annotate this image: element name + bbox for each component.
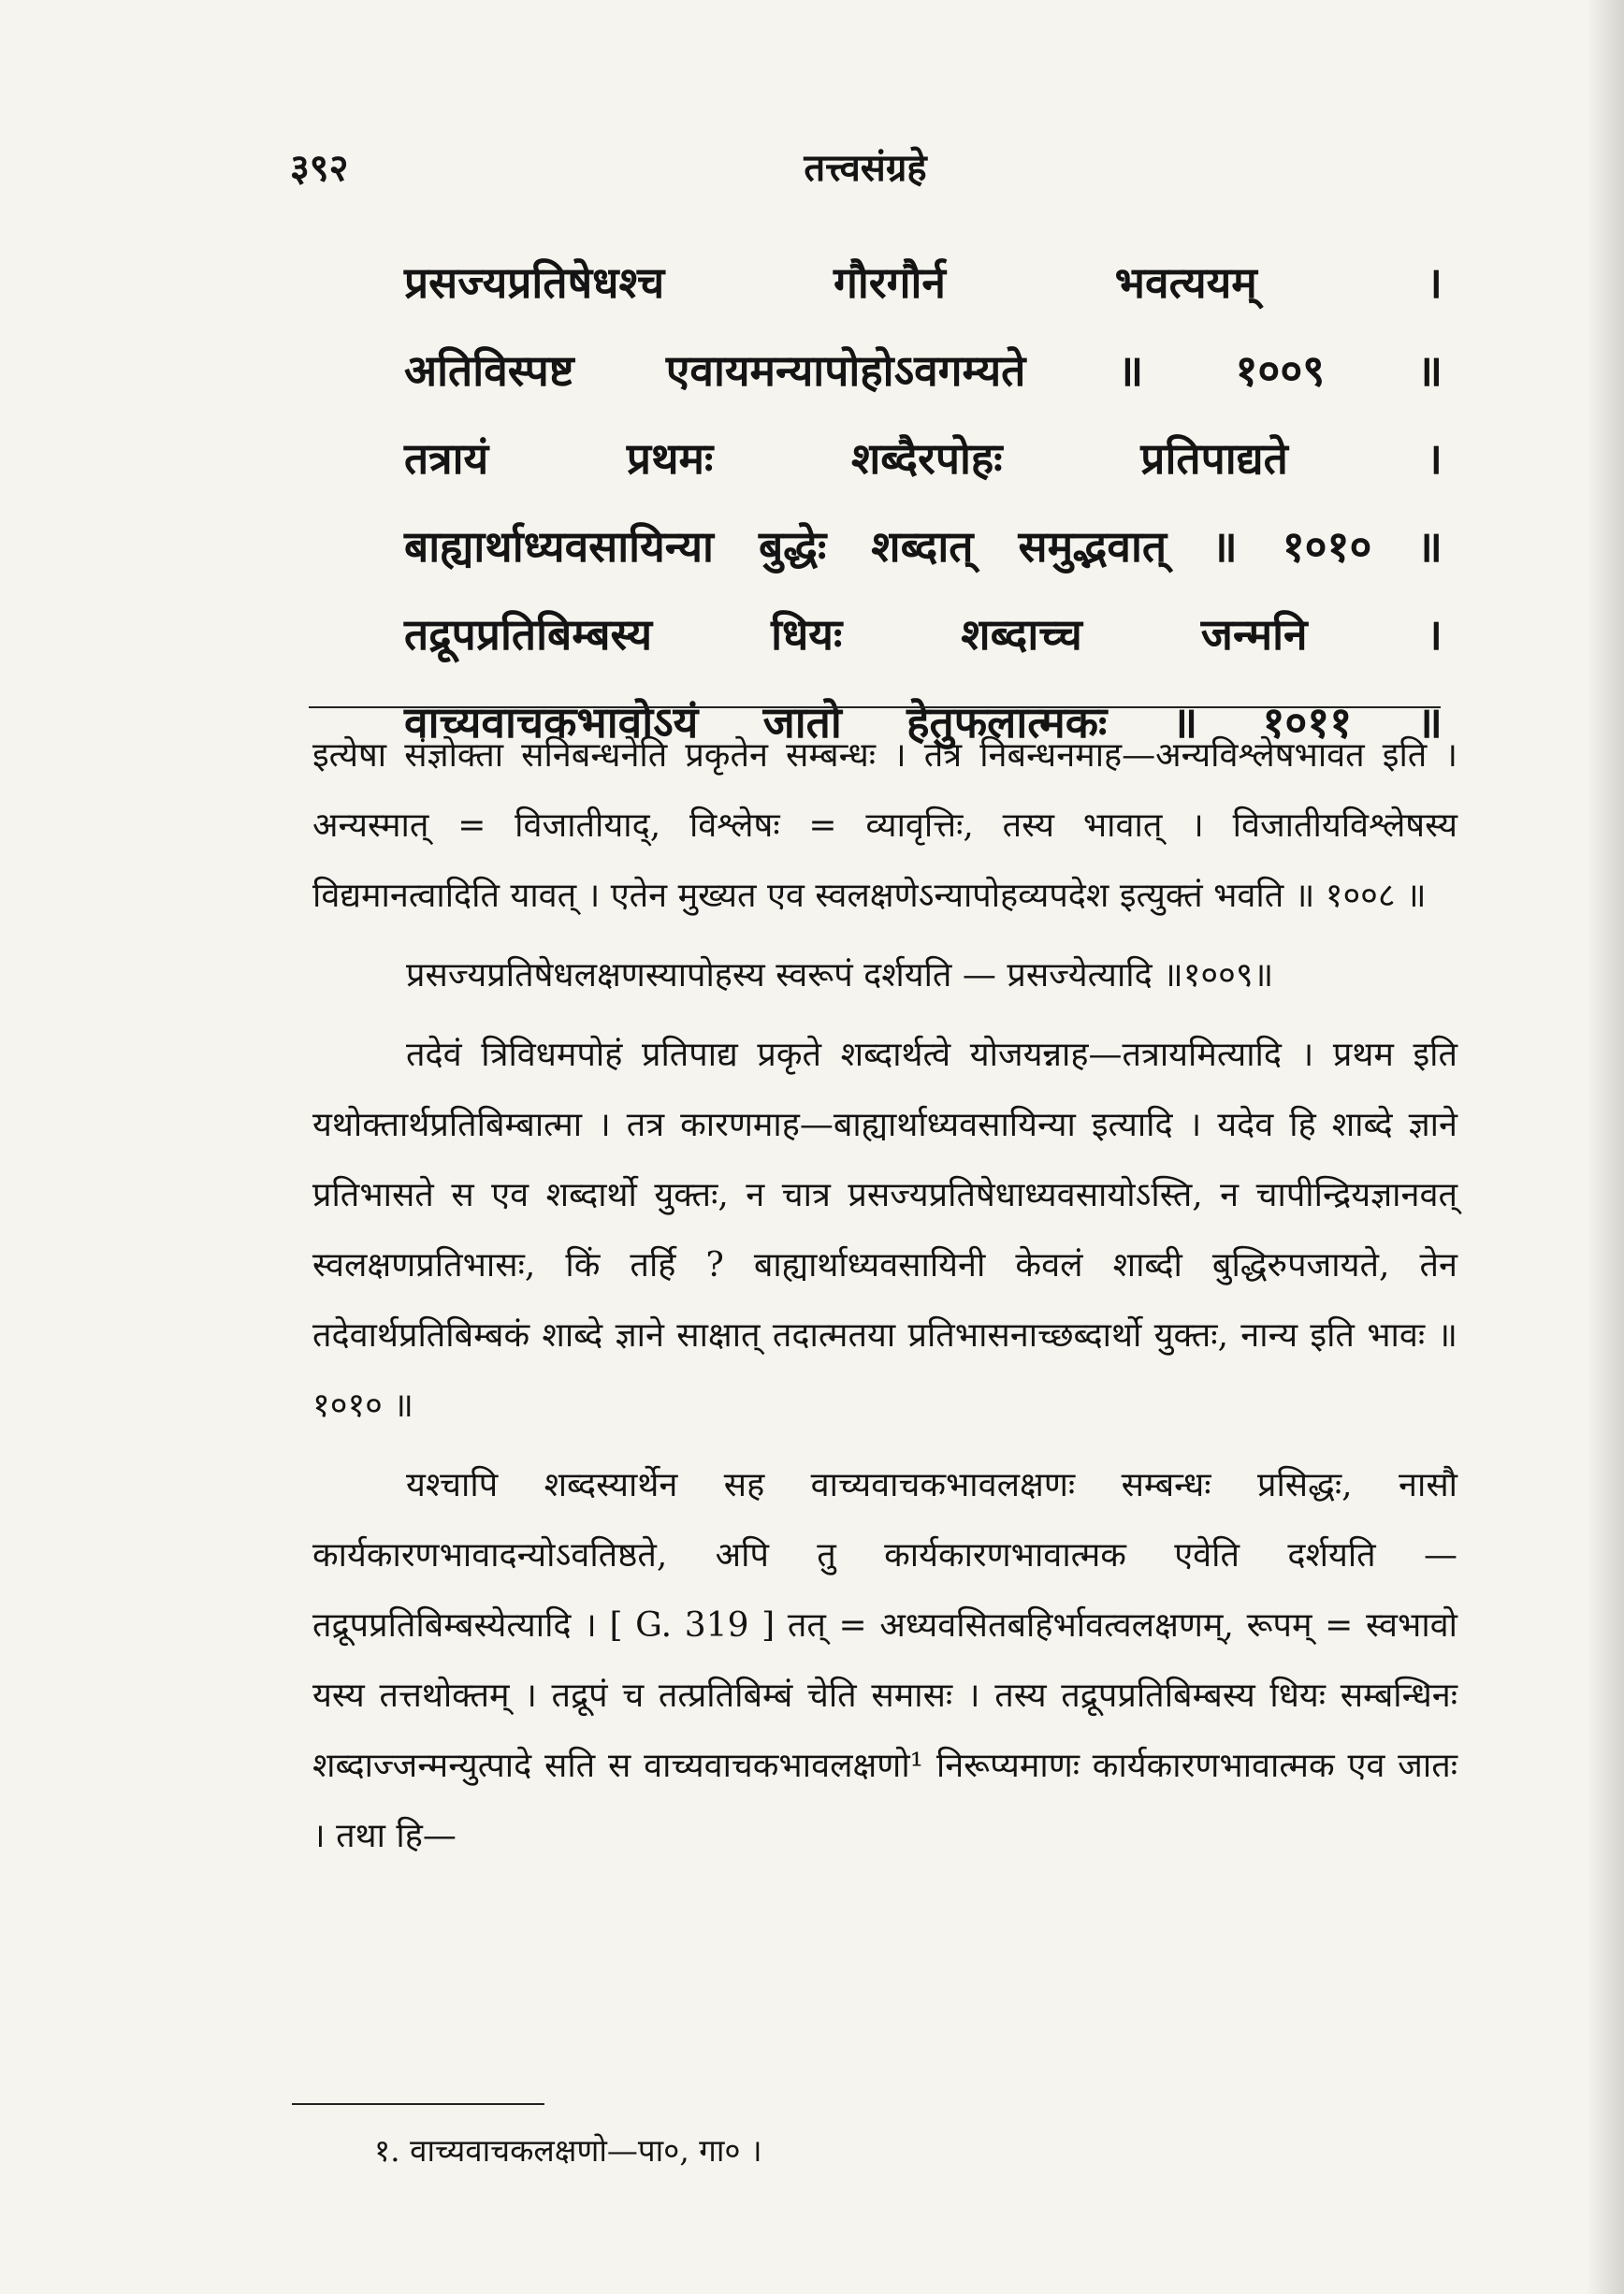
verse-block: [404, 239, 1443, 766]
verse-line: अतिविस्पष्ट एवायमन्यापोहोऽवगम्यते ॥ १००९ ॥: [404, 345, 1443, 396]
verse-line: तत्रायं प्रथमः शब्दैरपोहः प्रतिपाद्यते ।: [404, 433, 1443, 484]
footnote-divider: [292, 2103, 544, 2105]
commentary-paragraph: तदेवं त्रिविधमपोहं प्रतिपाद्य प्रकृते शब्दार्थत्वे योजयन्नाह—तत्रायमित्यादि । प्रथम इति यथोक्तार्थप्रतिबिम्बात्मा । तत्र कारणमाह—बाह्यार्थाध्यवसायिन्या इत्यादि । यदेव हि शाब्दे ज्ञाने प्रतिभासते स एव शब्दार्थो युक्तः, न चात्र प्रसज्यप्रतिषेधाध्यवसायोऽस्ति, न चापीन्द्रियज्ञानवत् स्वलक्षणप्रतिभासः, किं तर्हि ? बाह्यार्थाध्यवसायिनी केवलं शाब्दी बुद्धिरुपजायते, तेन तदेवार्थप्रतिबिम्बकं शाब्दे ज्ञाने साक्षात् तदात्मतया प्रतिभासनाच्छब्दार्थो युक्तः, नान्य इति भावः ॥ १०१० ॥: [312, 1036, 1457, 1425]
commentary-block: [312, 720, 1457, 1871]
verse-line: बाह्यार्थाध्यवसायिन्या बुद्धेः शब्दात् समुद्भवात् ॥ १०१० ॥: [404, 521, 1443, 572]
footnote: १. वाच्यवाचकलक्षणो—पा०, गा० ।: [374, 2132, 762, 2169]
running-title: तत्त्वसंग्रहे: [804, 146, 927, 190]
commentary-paragraph: प्रसज्यप्रतिषेधलक्षणस्यापोहस्य स्वरूपं दर्शयति — प्रसज्येत्यादि ॥१००९॥: [406, 956, 1274, 995]
verse-line: प्रसज्यप्रतिषेधश्च गौरगौर्न भवत्ययम् ।: [404, 257, 1443, 308]
verse-line: वाच्यवाचकभावोऽयं जातो हेतुफलात्मकः ॥ १०११ ॥: [404, 697, 1443, 748]
page-number: ३९२: [290, 146, 349, 190]
verse-divider: [309, 706, 1441, 708]
page-edge-shadow: [1587, 0, 1624, 2294]
page-header: [290, 140, 1441, 206]
commentary-paragraph: इत्येषा संज्ञोक्ता सनिबन्धनेति प्रकृतेन सम्बन्धः । तत्र निबन्धनमाह—अन्यविश्लेषभावत इति । अन्यस्मात् = विजातीयाद्, विश्लेषः = व्यावृत्तिः, तस्य भावात् । विजातीयविश्लेषस्य विद्यमानत्वादिति यावत् । एतेन मुख्यत एव स्वलक्षणेऽन्यापोहव्यपदेश इत्युक्तं भवति ॥ १००८ ॥: [312, 736, 1457, 915]
verse-line: तद्रूपप्रतिबिम्बस्य धियः शब्दाच्च जन्मनि ।: [404, 609, 1443, 660]
commentary-paragraph: यश्चापि शब्दस्यार्थेन सह वाच्यवाचकभावलक्षणः सम्बन्धः प्रसिद्धः, नासौ कार्यकारणभावादन्योऽवतिष्ठते, अपि तु कार्यकारणभावात्मक एवेति दर्शयति — तद्रूपप्रतिबिम्बस्येत्यादि । [ G. 319 ] तत् = अध्यवसितबहिर्भावत्वलक्षणम्, रूपम् = स्वभावो यस्य तत्तथोक्तम् । तद्रूपं च तत्प्रतिबिम्बं चेति समासः । तस्य तद्रूपप्रतिबिम्बस्य धियः सम्बन्धिनः शब्दाज्जन्मन्युत्पादे सति स वाच्यवाचकभावलक्षणो¹ निरूप्यमाणः कार्यकारणभावात्मक एव जातः । तथा हि—: [312, 1466, 1457, 1855]
